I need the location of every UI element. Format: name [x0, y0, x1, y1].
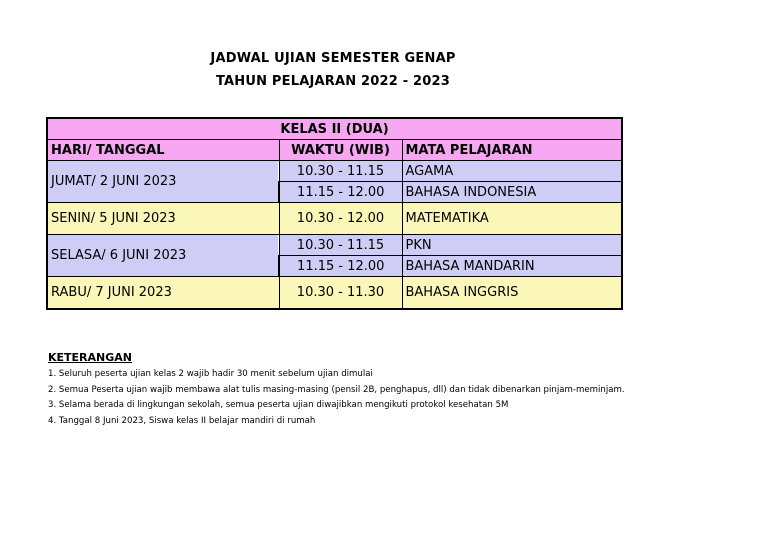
subject-cell: BAHASA MANDARIN — [402, 256, 622, 277]
time-cell: 11.15 - 12.00 — [279, 182, 402, 203]
note-item: 3. Selama berada di lingkungan sekolah, semua peserta ujian diwajibkan mengikuti protokol kesehatan 5M — [48, 400, 509, 410]
subject-cell: PKN — [402, 235, 622, 256]
day-cell: JUMAT/ 2 JUNI 2023 — [47, 161, 279, 203]
time-cell: 10.30 - 11.15 — [279, 235, 402, 256]
subject-cell: MATEMATIKA — [402, 203, 622, 235]
note-item: 2. Semua Peserta ujian wajib membawa alat tulis masing-masing (pensil 2B, penghapus, dll) dan tidak dibenarkan pinjam-meminjam. — [48, 384, 625, 395]
note-item: 4. Tanggal 8 Juni 2023, Siswa kelas II belajar mandiri di rumah — [48, 415, 316, 426]
notes-title: KETERANGAN — [48, 351, 132, 364]
day-cell: SENIN/ 5 JUNI 2023 — [47, 203, 279, 235]
day-cell: SELASA/ 6 JUNI 2023 — [47, 235, 279, 277]
time-cell: 10.30 - 11.15 — [279, 161, 402, 182]
subject-cell: BAHASA INGGRIS — [402, 277, 622, 310]
table-row — [47, 277, 622, 310]
time-cell: 10.30 - 11.30 — [279, 277, 402, 310]
time-cell: 11.15 - 12.00 — [279, 256, 402, 277]
table-row — [47, 203, 622, 235]
subject-cell: BAHASA INDONESIA — [402, 182, 622, 203]
column-header-time: WAKTU (WIB) — [279, 140, 402, 161]
note-item: 1. Seluruh peserta ujian kelas 2 wajib hadir 30 menit sebelum ujian dimulai — [48, 369, 373, 379]
subject-cell: AGAMA — [402, 161, 622, 182]
document-title: JADWAL UJIAN SEMESTER GENAP — [210, 51, 456, 66]
class-header: KELAS II (DUA) — [47, 118, 622, 140]
table-row — [47, 161, 622, 182]
time-cell: 10.30 - 12.00 — [279, 203, 402, 235]
notes-section — [48, 351, 758, 429]
document-subtitle: TAHUN PELAJARAN 2022 - 2023 — [215, 74, 451, 89]
table-row — [47, 235, 622, 256]
column-header-day: HARI/ TANGGAL — [47, 140, 279, 161]
day-cell: RABU/ 7 JUNI 2023 — [47, 277, 279, 310]
exam-schedule-table — [46, 117, 623, 310]
class-header-row — [47, 118, 622, 140]
column-header-subject: MATA PELAJARAN — [402, 140, 622, 161]
column-header-row — [47, 140, 622, 161]
